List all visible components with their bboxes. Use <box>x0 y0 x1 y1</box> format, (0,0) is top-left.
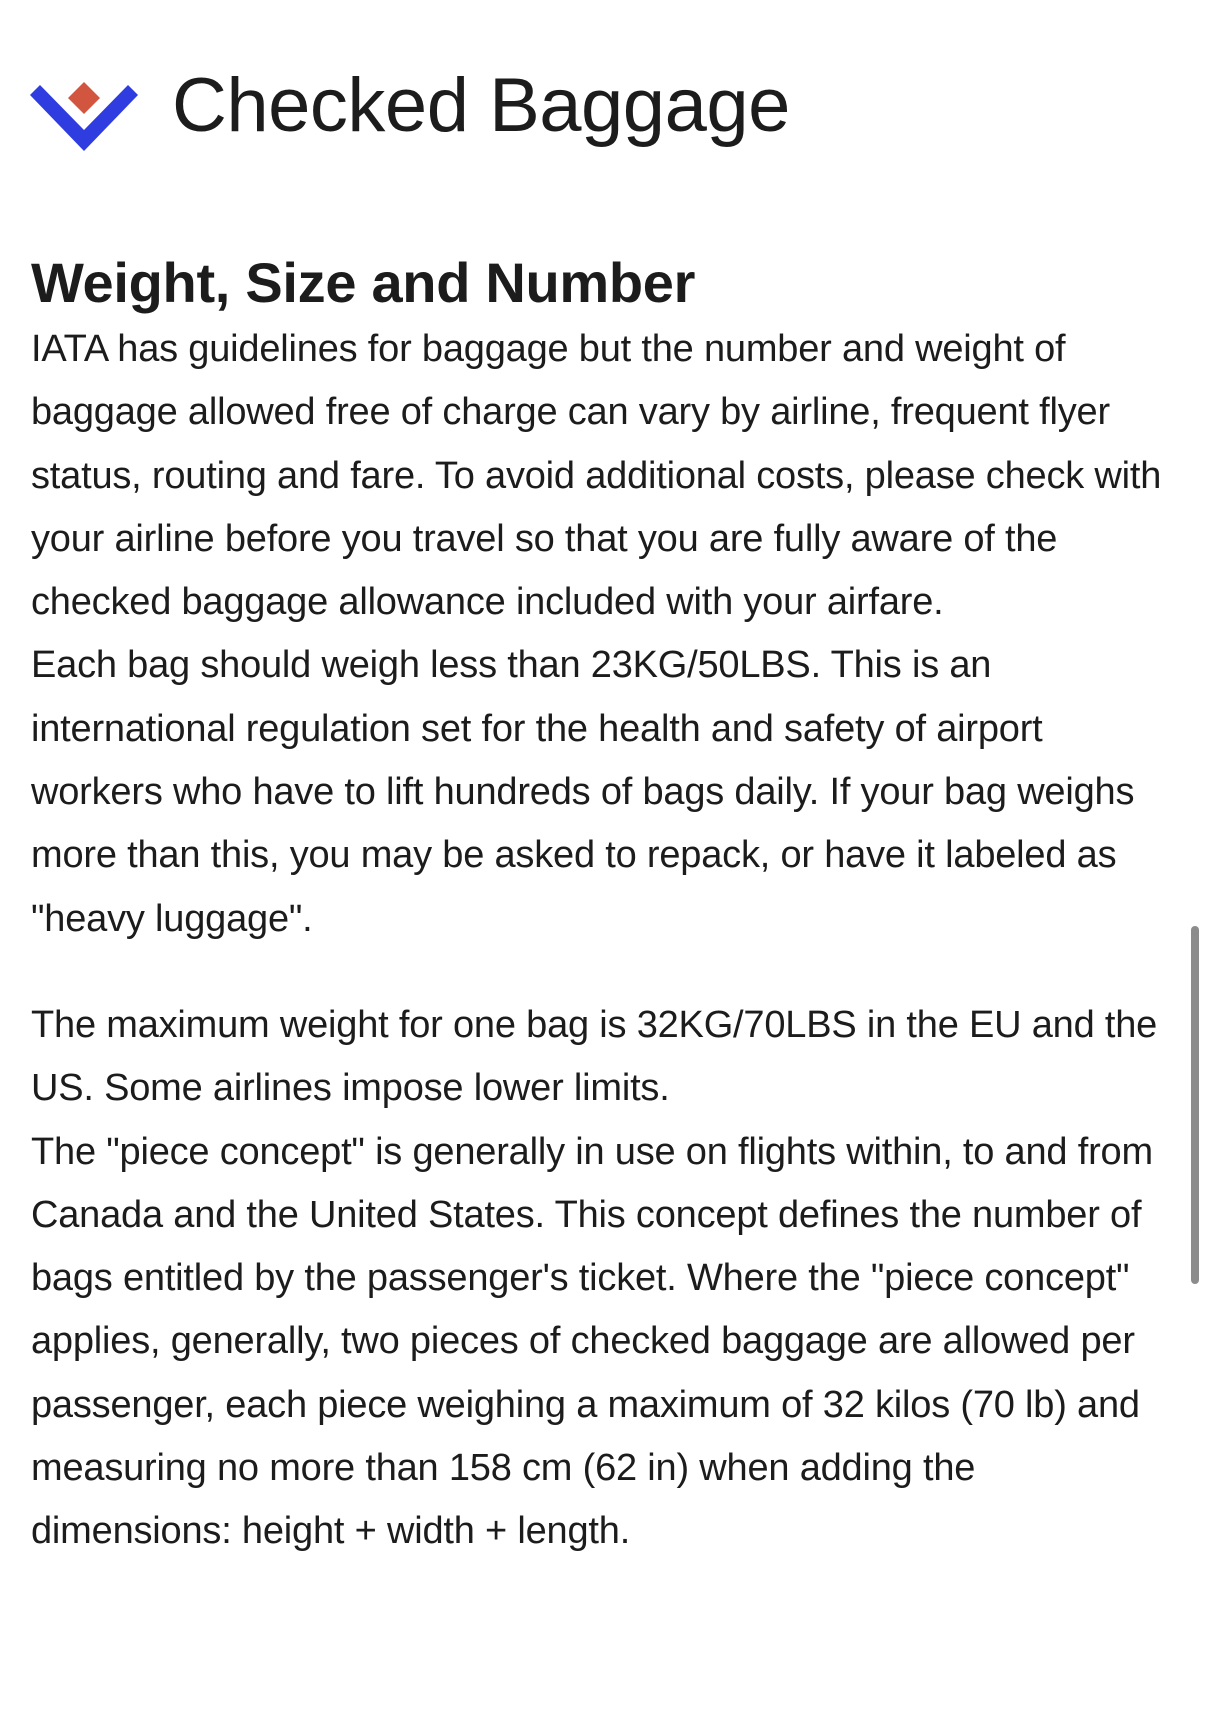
paragraph-piece-concept: The "piece concept" is generally in use on flights within, to and from Canada and the United States. This concept defines the number of bags entitled by the passenger's ticket. Where the "piece concept" applies, generally, two pieces of checked baggage are allowed per passenger, each piece weighing a maximum of 32 kilos (70 lb) and measuring no more than 158 cm (62 in) when adding the dimensions: height + width + length. <box>31 1130 1153 1553</box>
section-heading: Weight, Size and Number <box>31 251 696 314</box>
vertical-scrollbar[interactable] <box>1191 926 1199 1284</box>
logo-diamond <box>68 82 100 114</box>
chevron-diamond-logo-icon <box>30 56 138 156</box>
article-content <box>31 248 1181 1564</box>
page-header <box>30 56 790 156</box>
paragraph-baggage-guidelines: IATA has guidelines for baggage but the number and weight of baggage allowed free of charge can vary by airline, frequent flyer status, routing and fare. To avoid additional costs, please check with your airline before you travel so that you are fully aware of the checked baggage allowance included with your airfare. <box>31 328 1162 624</box>
paragraph-max-weight: The maximum weight for one bag is 32KG/70LBS in the EU and the US. Some airlines impose lower limits. <box>31 1003 1158 1110</box>
paragraph-bag-weight-limit: Each bag should weigh less than 23KG/50LBS. This is an international regulation set for the health and safety of airport workers who have to lift hundreds of bags daily. If your bag weighs more than this, you may be asked to repack, or have it labeled as "heavy luggage". <box>31 644 1135 940</box>
page-title: Checked Baggage <box>172 63 790 148</box>
